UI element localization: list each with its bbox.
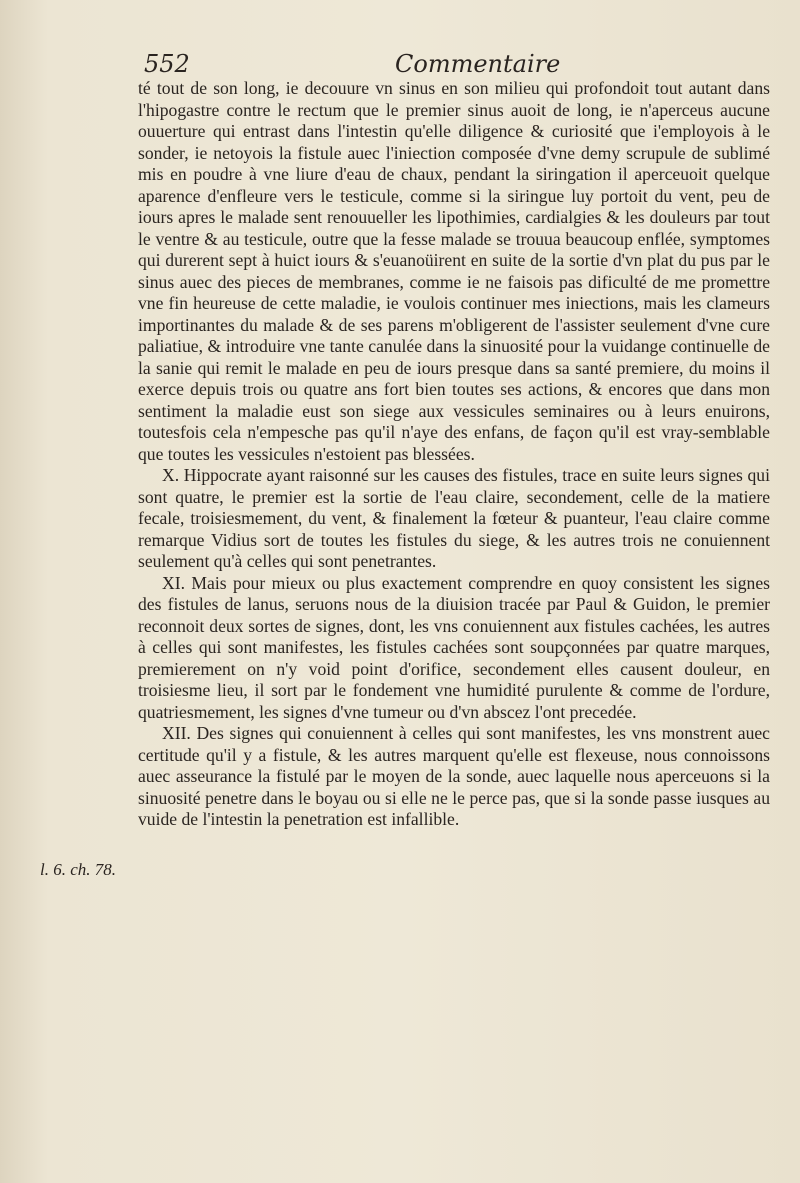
page-body: [138, 78, 770, 831]
paragraph-x: X. Hippocrate ayant raisonné sur les causes des fistules, trace en suite leurs signes qui sont quatre, le premier est la sortie de l'eau claire, secondement, celle de la matiere fecale, troisiesmement, du vent, & finalement la fœteur & puanteur, l'eau claire comme remarque Vidius sort de toutes les fistules du siege, & les autres trois ne conuiennent seulement qu'à celles qui sont penetrantes.: [138, 465, 770, 571]
running-title: Commentaire: [395, 50, 561, 78]
paragraph-xii: XII. Des signes qui conuiennent à celles qui sont manifestes, les vns monstrent auec certitude qu'il y a fistule, & les autres marquent qu'elle est flexeuse, nous connoissons auec asseurance la fistulé par le moyen de la sonde, auec laquelle nous aperceuons si la sinuosité penetre dans le boyau ou si elle ne le perce pas, que si la sonde passe iusques au vuide de l'intestin la penetration est infallible.: [138, 723, 770, 829]
page-number: 552: [144, 50, 190, 78]
paragraph-continuation: té tout de son long, ie decouure vn sinus en son milieu qui profondoit tout autant dans l'hipogastre contre le rectum que le premier sinus auoit de long, ie n'aperceus aucune ouuerture qui entrast dans l'intestin qu'elle diligence & curiosité que i'employois à le sonder, ie netoyois la fistule auec l'iniection composée d'vne demy scrupule de sublimé mis en poudre à vne liure d'eau de chaux, pendant la siringation il aperceuoit quelque aparence d'enfleure vers le testicule, comme si la siringue luy portoit du vent, peu de iours apres le malade sent renouueller les lipothimies, cardialgies & les douleurs par tout le ventre & au testicule, outre que la fesse malade se trouua beaucoup enflée, symptomes qui durerent sept à huict iours & s'euanoüirent en suite de la sortie d'vn plat du pus par le sinus auec des pieces de membranes, comme ie ne faisois pas dificulté de me promettre vne fin heureuse de cette maladie, ie voulois continuer mes iniections, mais les clameurs importinantes du malade & de ses parens m'obligerent de l'assister seulement d'vne cure paliatiue, & introduire vne tante canulée dans la sinuosité pour la vuidange continuelle de la sanie qui remit le malade en peu de iours presque dans sa santé premiere, du moins il exerce depuis trois ou quatre ans fort bien toutes ses actions, & encores que dans mon sentiment la maladie eust son siege aux vessicules seminaires ou à leurs enuirons, toutesfois cela n'empesche pas qu'il n'aye des enfans, de façon qu'il est vray-semblable que toutes les vessicules n'estoient pas blessées.: [138, 78, 770, 464]
margin-reference-note: l. 6. ch. 78.: [40, 860, 117, 879]
paragraph-xi: XI. Mais pour mieux ou plus exactement comprendre en quoy consistent les signes des fistules de lanus, seruons nous de la diuision tracée par Paul & Guidon, le premier reconnoit deux sortes de signes, dont, les vns conuiennent aux fistules cachées, les autres à celles qui sont manifestes, les fistules cachées sont soupçonnées par quatre marques, premierement on n'y void point d'orifice, secondement elles causent douleur, en troisiesme lieu, il sort par le fondement vne humidité purulente & comme de l'ordure, quatriesmement, les signes d'vne tumeur ou d'vn abscez l'ont precedée.: [138, 572, 770, 722]
